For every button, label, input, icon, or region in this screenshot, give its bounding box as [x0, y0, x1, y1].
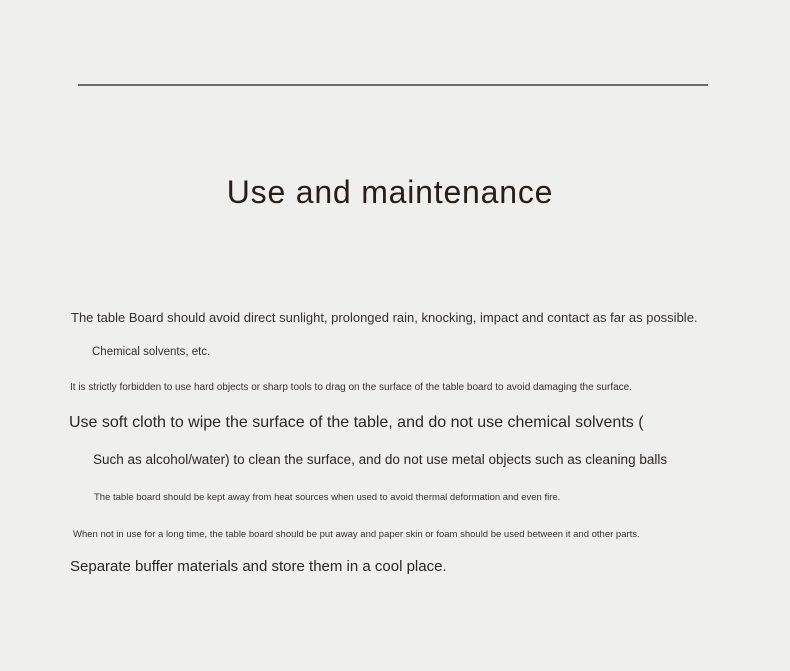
instruction-line: Chemical solvents, etc.	[92, 346, 211, 358]
instruction-line: Separate buffer materials and store them in a cool place.	[70, 558, 447, 575]
instruction-line: It is strictly forbidden to use hard objects or sharp tools to drag on the surface of the table board to avoid damaging the surface.	[70, 382, 632, 393]
top-divider	[78, 84, 708, 86]
instruction-line: Use soft cloth to wipe the surface of the table, and do not use chemical solvents (	[69, 414, 644, 431]
instruction-line: When not in use for a long time, the table board should be put away and paper skin or foam should be used between it and other parts.	[73, 529, 640, 540]
page-title: Use and maintenance	[226, 174, 554, 210]
instruction-line: Such as alcohol/water) to clean the surface, and do not use metal objects such as cleaning balls	[93, 452, 668, 467]
instruction-line: The table board should be kept away from heat sources when used to avoid thermal deformation and even fire.	[94, 492, 561, 503]
instruction-line: The table Board should avoid direct sunlight, prolonged rain, knocking, impact and contact as far as possible.	[71, 310, 698, 325]
